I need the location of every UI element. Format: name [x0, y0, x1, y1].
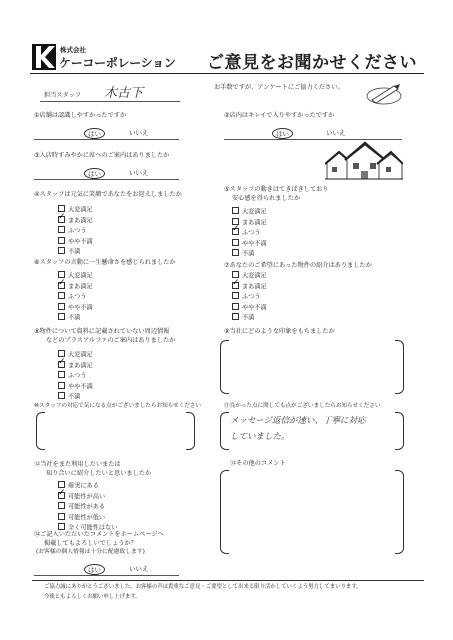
q8-option: 不満	[58, 392, 93, 403]
houses-icon	[325, 141, 403, 181]
q10-bracket-right	[186, 412, 195, 450]
q12-option: 全く可能性はない	[58, 523, 118, 534]
q8-option: ✓まあ満足	[58, 361, 93, 372]
q13-bracket-left	[220, 470, 229, 554]
q12-option: 可能性がある	[58, 502, 118, 513]
q7-option: ✓まあ満足	[232, 282, 267, 293]
q8-option: 大変満足	[58, 350, 93, 361]
staff-name: 木古下	[104, 86, 144, 101]
q5-option: やや不満	[232, 239, 267, 250]
k-logo-icon	[32, 44, 56, 70]
q9-text: ⑨当社にどのような印象をもちましたか	[224, 328, 335, 335]
q8-text-1: ⑧物件について資料に記載されていない周辺情報	[34, 328, 170, 335]
q8-text-2: などのプラスアルファのご案内はありましたか	[46, 337, 176, 344]
checkbox[interactable]	[232, 313, 239, 320]
q14-text-2: 掲載してもよろしいでしょうか？	[44, 540, 137, 547]
q7-options	[232, 271, 267, 324]
checkbox[interactable]	[232, 207, 239, 214]
q4-option: ✓まあ満足	[58, 216, 93, 227]
q7-option: ふつう	[232, 292, 267, 303]
q7-option: やや不満	[232, 303, 267, 314]
q7-option: 不満	[232, 313, 267, 324]
q13-text: ⑬その他のコメント	[230, 460, 286, 467]
company-name: ケーコーポレーション	[59, 56, 176, 70]
q2-yes-circled: はい	[272, 128, 293, 139]
q2-no[interactable]: いいえ	[326, 129, 346, 137]
q9-bracket-left	[220, 340, 229, 394]
q5-text-1: ⑤スタッフの動きはてきぱきしており	[224, 186, 329, 193]
q5-option: 不満	[232, 249, 267, 260]
checkbox[interactable]	[58, 523, 65, 530]
checkbox[interactable]	[58, 303, 65, 310]
q11-bracket-right	[395, 412, 404, 450]
checkbox[interactable]	[232, 239, 239, 246]
q6-text: ⑥スタッフの言動に一生懸命さを感じられましたか	[34, 259, 176, 266]
q6-option: ふつう	[58, 292, 93, 303]
q12-option: ✓可能性が高い	[58, 492, 118, 503]
q14-text-3: (お客様の個人情報は十分に配慮致します)	[36, 549, 145, 555]
checkbox[interactable]	[58, 237, 65, 244]
checkbox[interactable]	[232, 292, 239, 299]
checkbox[interactable]	[58, 513, 65, 520]
page-title: ご意見をお聞かせください	[207, 53, 417, 73]
checkbox[interactable]	[58, 247, 65, 254]
q7-option: 大変満足	[232, 271, 267, 282]
q1-no[interactable]: いいえ	[129, 129, 149, 137]
checkbox[interactable]	[58, 371, 65, 378]
checkbox-checked[interactable]	[232, 228, 239, 235]
subtitle: お手数ですが、アンケートにご協力ください。	[214, 84, 344, 91]
q9-answer-area[interactable]	[230, 342, 392, 390]
pencil-illustration	[364, 80, 404, 110]
q4-option: 不満	[58, 247, 93, 258]
q12-text-2: 知り合いに紹介したいと思いましたか	[46, 470, 152, 477]
q6-option: やや不満	[58, 303, 93, 314]
checkbox-checked[interactable]	[58, 361, 65, 368]
q11-bracket-left	[220, 412, 229, 450]
q2-yes[interactable]	[272, 128, 293, 139]
pencil-icon	[364, 80, 404, 106]
q11-answer-line-1: メッセージ返信が速い、丁寧に対応	[230, 416, 366, 426]
checkbox[interactable]	[232, 303, 239, 310]
staff-label: 担当スタッフ	[44, 92, 82, 99]
q10-bracket-left	[36, 412, 45, 450]
q4-option: ふつう	[58, 226, 93, 237]
q8-option: やや不満	[58, 382, 93, 393]
q12-option: 可能性が低い	[58, 513, 118, 524]
q14-yes[interactable]	[84, 564, 105, 575]
q1-text: ①店舗は認識しやすかったですか	[34, 112, 127, 119]
q3-no[interactable]: いいえ	[129, 169, 149, 177]
q5-option: まあ満足	[232, 218, 267, 229]
q13-bracket-right	[395, 470, 404, 554]
q4-options	[58, 205, 93, 258]
q3-yes[interactable]	[84, 168, 105, 179]
checkbox-checked[interactable]	[232, 282, 239, 289]
checkbox[interactable]	[58, 292, 65, 299]
q8-option: ふつう	[58, 371, 93, 382]
q10-text: ⑩スタッフの対応で気になる点がございましたらお知らせください	[34, 403, 202, 409]
checkbox[interactable]	[232, 249, 239, 256]
footer-line-1: ご協力誠にありがとうございました。お客様の声は貴重なご意見・ご要望として出来る限り活かしていくよう努力してまいります。	[44, 584, 362, 590]
q6-option: 不満	[58, 313, 93, 324]
checkbox[interactable]	[58, 313, 65, 320]
q12-options	[58, 481, 118, 534]
q5-text-2: 安心感を得られましたか	[232, 195, 301, 202]
q14-text-1: ⑭ご記入いただいたコメントをホームページへ	[34, 531, 164, 538]
checkbox[interactable]	[58, 502, 65, 509]
checkbox-checked[interactable]	[58, 216, 65, 223]
q3-yes-circled: はい	[84, 168, 105, 179]
q4-option: 大変満足	[58, 205, 93, 216]
checkbox-checked[interactable]	[58, 492, 65, 499]
q6-options	[58, 271, 93, 324]
houses-illustration	[325, 141, 403, 185]
q7-text: ⑦あなたのご希望にあった物件の紹介はありましたか	[224, 262, 372, 269]
checkbox[interactable]	[58, 392, 65, 399]
q12-text-1: ⑫当社をまた利用したいまたは	[34, 461, 121, 468]
q13-answer-area[interactable]	[230, 472, 392, 550]
company-small: 株式会社	[60, 46, 86, 54]
q5-options	[232, 207, 267, 260]
q12-option: 確実にある	[58, 481, 118, 492]
checkbox[interactable]	[58, 382, 65, 389]
q6-option: 大変満足	[58, 271, 93, 282]
q4-option: やや不満	[58, 237, 93, 248]
q11-answer-line-2: していました。	[230, 432, 290, 442]
q4-text: ④スタッフは元気に笑顔であなたをお迎えしましたか	[34, 191, 182, 198]
q14-yes-circled: はい	[84, 564, 105, 575]
q9-bracket-right	[395, 340, 404, 394]
q10-answer-area[interactable]	[46, 414, 184, 446]
q3-text: ③入店時すみやかに席へのご案内はありましたか	[34, 152, 170, 159]
q5-option: ✓ふつう	[232, 228, 267, 239]
company-logo	[32, 44, 56, 70]
q11-text: ⑪良かった点に関しても点がございましたらお知らせください	[224, 403, 381, 409]
footer-line-2: 今後ともよろしくお願い申し上げます。	[44, 594, 141, 600]
checkbox-checked[interactable]	[58, 282, 65, 289]
checkbox[interactable]	[58, 226, 65, 233]
q6-option: ✓まあ満足	[58, 282, 93, 293]
q14-no[interactable]: いいえ	[129, 565, 149, 573]
q1-yes-circled: はい	[84, 128, 105, 139]
q8-options	[58, 350, 93, 403]
q2-text: ②店内はキレイで入りやすかったですか	[224, 112, 335, 119]
q1-yes[interactable]	[84, 128, 105, 139]
q5-option: 大変満足	[232, 207, 267, 218]
